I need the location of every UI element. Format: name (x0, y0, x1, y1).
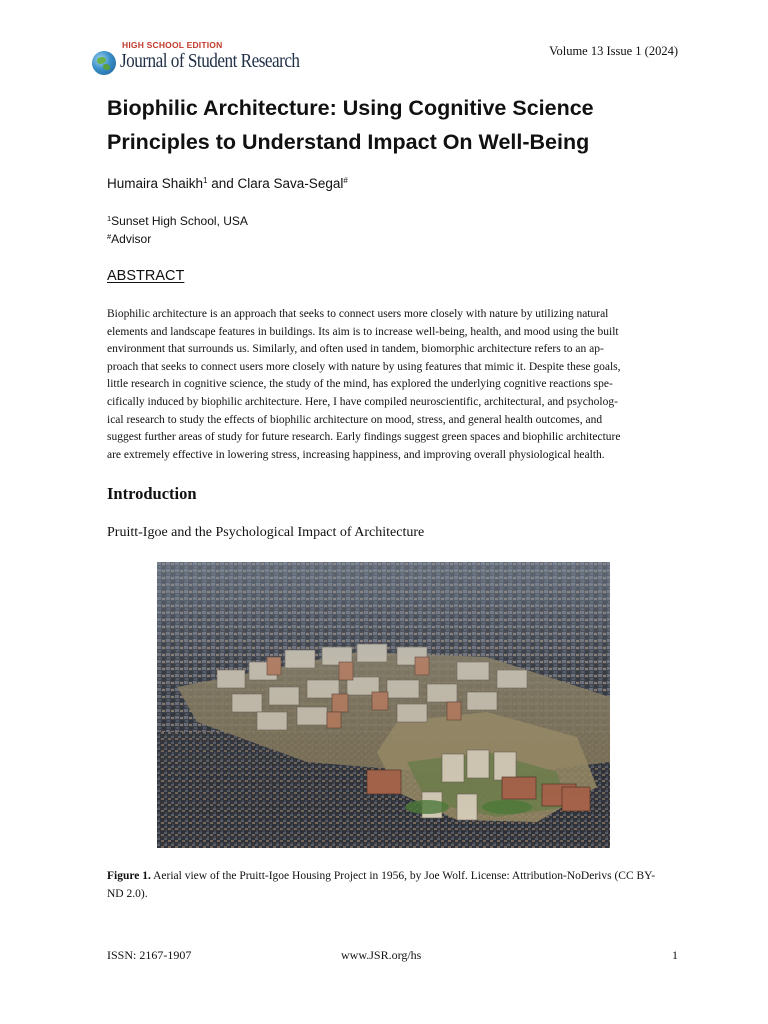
abstract-line: environment that surrounds us. Similarly, and often used in tandem, biomorphic architecture refers to an ap- (107, 343, 604, 356)
affiliation-text: Advisor (111, 232, 152, 246)
aerial-photo-image (157, 562, 610, 848)
abstract-line: suggest further areas of study for future research. Early findings suggest green spaces and biophilic architecture (107, 431, 621, 444)
figure-caption-text: Aerial view of the Pruitt-Igoe Housing Project in 1956, by Joe Wolf. License: Attribution-NoDerivs (CC BY-ND 2.0). (107, 870, 656, 900)
author-mark: 1 (203, 176, 208, 185)
figure-caption (107, 867, 667, 903)
paper-title: Biophilic Architecture: Using Cognitive Science Principles to Understand Impact On Well-Being (107, 96, 594, 154)
affiliation-text: Sunset High School, USA (111, 214, 248, 228)
footer-url[interactable]: www.JSR.org/hs (341, 948, 422, 962)
logo-journal-name: Journal of Student Research (120, 50, 300, 72)
abstract-heading: ABSTRACT (107, 268, 185, 284)
affiliation-mark: # (107, 232, 112, 241)
abstract-line: ical research to study the effects of biophilic architecture on mood, stress, and general health outcomes, and (107, 413, 603, 426)
abstract-line: elements and landscape features in buildings. Its aim is to increase well-being, health, and mood using the built (107, 325, 619, 338)
affiliation-mark: 1 (107, 214, 112, 223)
author-name: Clara Sava-Segal (237, 176, 344, 191)
footer-issn: ISSN: 2167-1907 (107, 948, 192, 962)
affiliation (107, 214, 248, 228)
journal-logo (92, 40, 300, 80)
logo-edition: HIGH SCHOOL EDITION (122, 40, 223, 50)
abstract-line: cifically induced by biophilic architecture. Here, I have compiled neuroscientific, architectural, and psycholog- (107, 395, 618, 408)
figure-label: Figure 1. (107, 870, 151, 882)
author-mark: # (343, 176, 348, 185)
page-number: 1 (672, 948, 678, 962)
abstract-line: are extremely effective in lowering stress, increasing happiness, and improving overall physiological health. (107, 448, 605, 461)
subsection-heading: Pruitt-Igoe and the Psychological Impact of Architecture (107, 525, 425, 540)
author-line (107, 176, 348, 191)
abstract-line: Biophilic architecture is an approach that seeks to connect users more closely with nature by utilizing natural (107, 308, 609, 320)
abstract-body (107, 306, 662, 464)
abstract-line: little research in cognitive science, the study of the mind, has explored the underlying cognitive reactions spe- (107, 378, 613, 391)
abstract-line: proach that seeks to connect users more closely with nature by using features that mimic it. Despite these goals, (107, 360, 621, 373)
globe-icon (92, 51, 116, 75)
author-name: Humaira Shaikh (107, 176, 204, 191)
volume-issue: Volume 13 Issue 1 (2024) (549, 44, 678, 58)
affiliation (107, 232, 151, 246)
section-heading: Introduction (107, 484, 197, 503)
author-separator: and (207, 176, 238, 191)
